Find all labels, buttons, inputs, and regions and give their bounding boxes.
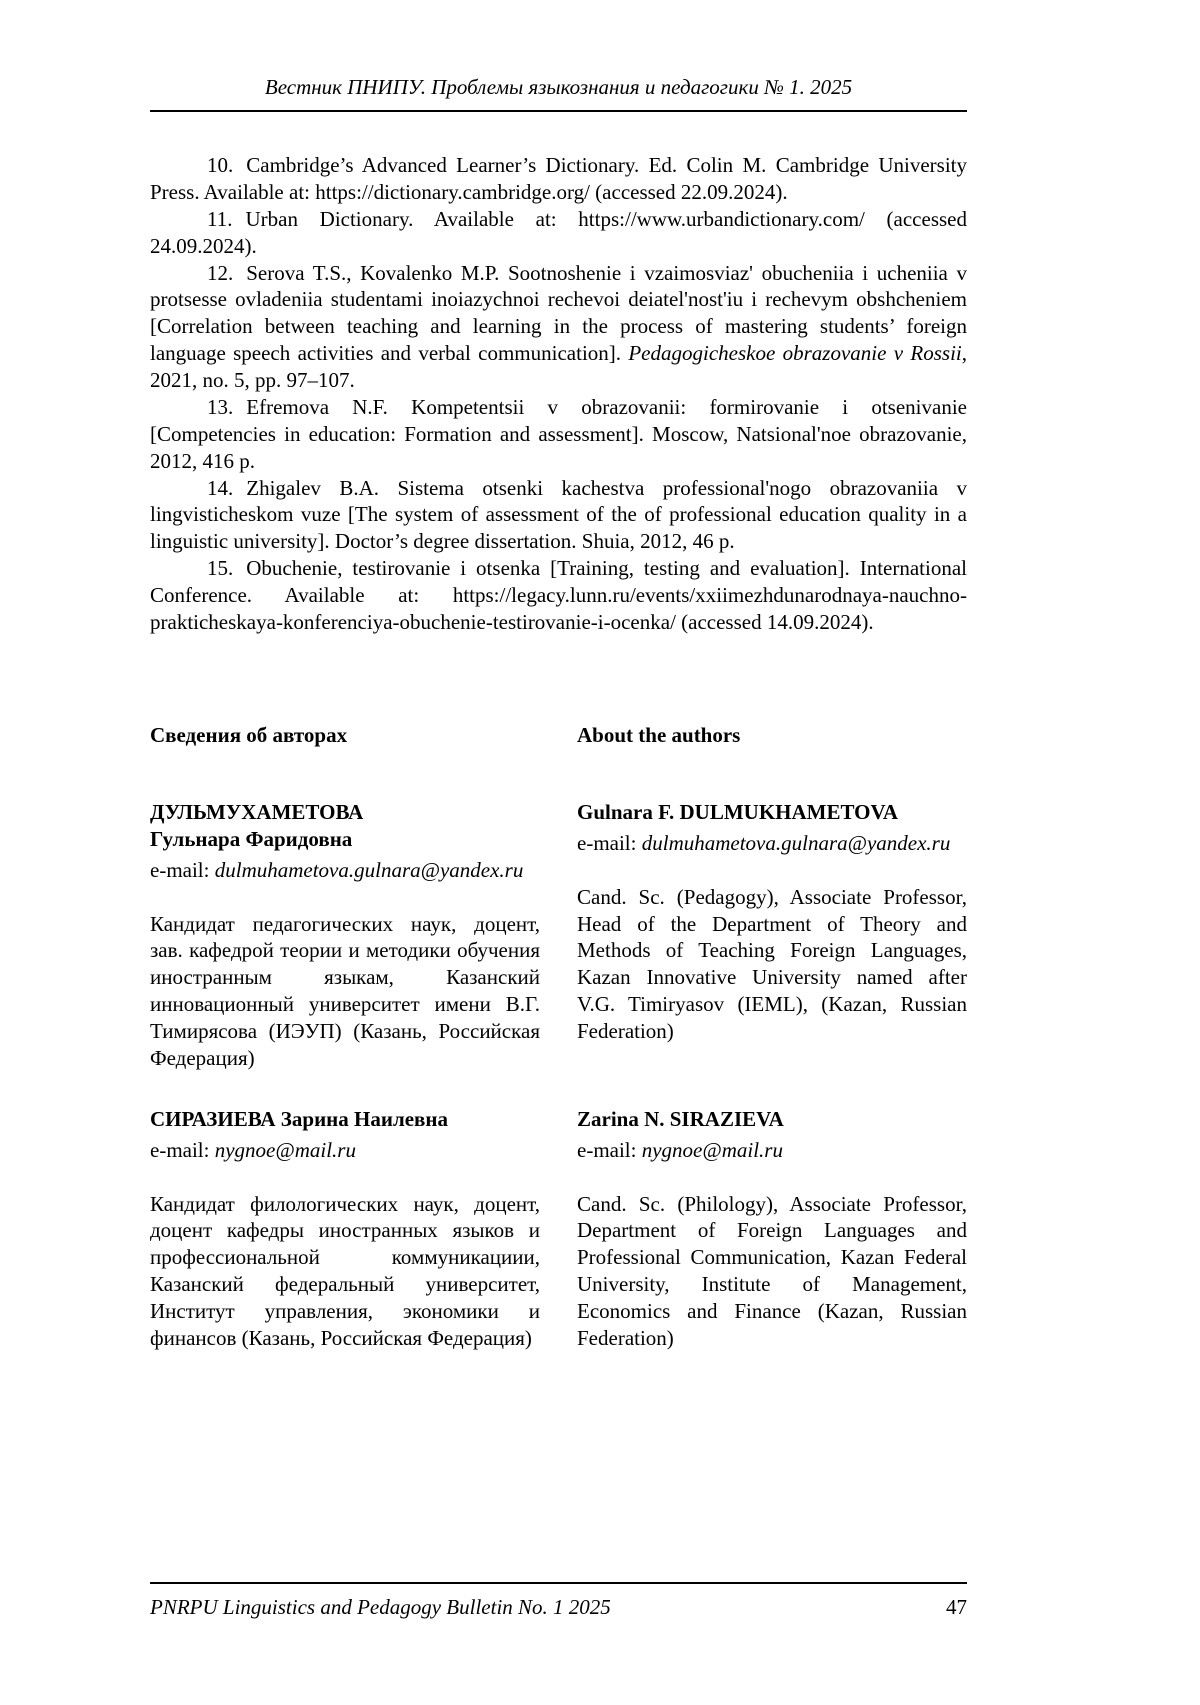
author-cell-ru (150, 799, 540, 1072)
authors-section (150, 722, 967, 1352)
email-address: nygnoe@mail.ru (641, 1137, 783, 1162)
running-head: Вестник ПНИПУ. Проблемы языкознания и педагогики № 1. 2025 (264, 75, 853, 99)
reference-number: 12. (207, 260, 234, 285)
author-bio: Кандидат педагогических наук, доцент, зав. кафедрой теории и методики обучения иностранным языкам, Казанский инновационный университет имени В.Г. Тимирясова (ИЭУП) (Казань, Российская Федерация) (150, 911, 540, 1070)
email-address: dulmuhametova.gulnara@yandex.ru (641, 830, 951, 855)
reference-text-run: , 2021, no. 5, pp. 97–107. (150, 341, 967, 392)
author-name: Gulnara F. DULMUKHAMETOVA (577, 799, 899, 824)
authors-heading-ru: Сведения об авторах (150, 723, 348, 747)
author-name: СИРАЗИЕВА Зарина Наилевна (150, 1106, 448, 1131)
reference-number: 10. (207, 153, 234, 177)
references-list (150, 152, 967, 636)
reference-item (150, 555, 967, 636)
page-footer (150, 1594, 967, 1621)
reference-number: 15. (207, 556, 234, 581)
email-label: e-mail: (577, 1137, 642, 1162)
reference-item (150, 260, 967, 394)
reference-number: 14. (207, 475, 234, 500)
author-email-line (577, 830, 967, 857)
reference-text-run: Zhigalev B.A. Sistema otsenki kachestva professional'nogo obrazovaniia v lingvisticheskom vuze [The system of assessment of the of professional education quality in a linguistic university]. Doctor’s degree dissertation. Shuia, 2012, 46 p. (150, 475, 967, 554)
reference-text-run: Efremova N.F. Kompetentsii v obrazovanii: formirovanie i otsenivanie [Competencies in education: Formation and assessment]. Moscow, Natsional'noe obrazovanie, 2012, 416 p. (150, 394, 967, 473)
reference-text-run: Obuchenie, testirovanie i otsenka [Training, testing and evaluation]. International Conference. Available at: https://legacy.lunn.ru/events/xxiimezhdunarodnaya-nauchno-prakticheskaya-konferenciya-obuchenie-testirovanie-i-ocenka/ (accessed 14.09.2024). (150, 556, 967, 634)
author-email-line (150, 1137, 540, 1164)
author-row (150, 799, 967, 1072)
reference-text-run: Cambridge’s Advanced Learner’s Dictionary. Ed. Colin M. Cambridge University Press. Available at: https://dictionary.cambridge.org/ (accessed 22.09.2024). (150, 153, 967, 204)
reference-item (150, 475, 967, 556)
reference-number: 13. (207, 394, 234, 419)
reference-item (150, 152, 967, 206)
author-email-line (150, 857, 540, 884)
authors-rows (150, 799, 967, 1352)
footer-journal-title: PNRPU Linguistics and Pedagogy Bulletin No. 1 2025 (150, 1595, 611, 1619)
reference-text-run: Serova T.S., Kovalenko M.P. Sootnoshenie i vzaimosviaz' obucheniia i ucheniia v protsesse ovladeniia studentami inoiazychnoi rechevoi deiatel'nost'iu i rechevym obshcheniem [Correlation between teaching and learning in the process of mastering students’ foreign language speech activities and verbal communication]. (150, 260, 967, 366)
footer-rule (150, 1582, 967, 1584)
email-address: dulmuhametova.gulnara@yandex.ru (214, 857, 524, 882)
email-address: nygnoe@mail.ru (214, 1137, 356, 1162)
author-bio: Кандидат филологических наук, доцент, доцент кафедры иностранных языков и профессиональной коммуникациии, Казанский федеральный университет, Институт управления, экономики и финансов (Казань, Российская Федерация) (150, 1191, 540, 1350)
author-bio: Cand. Sc. (Pedagogy), Associate Professor, Head of the Department of Theory and Methods of Teaching Foreign Languages, Kazan Innovative University named after V.G. Timiryasov (IEML), (Kazan, Russian Federation) (577, 884, 967, 1043)
author-cell-en (577, 1106, 967, 1352)
header-rule (150, 110, 967, 112)
author-email-line (577, 1137, 967, 1164)
email-label: e-mail: (150, 857, 215, 882)
reference-text-run: Pedagogicheskoe obrazovanie v Rossii (628, 341, 962, 366)
reference-text-run: Urban Dictionary. Available at: https://www.urbandictionary.com/ (accessed 24.09.2024). (150, 206, 967, 258)
authors-heading-row (150, 722, 967, 749)
author-bio: Cand. Sc. (Philology), Associate Professor, Department of Foreign Languages and Professional Communication, Kazan Federal University, Institute of Management, Economics and Finance (Kazan, Russian Federation) (577, 1191, 967, 1350)
email-label: e-mail: (577, 830, 642, 855)
author-name: ДУЛЬМУХАМЕТОВА Гульнара Фаридовна (150, 799, 364, 851)
reference-item (150, 394, 967, 475)
email-label: e-mail: (150, 1137, 215, 1162)
author-row (150, 1106, 967, 1352)
page-number: 47 (946, 1595, 967, 1619)
authors-heading-en: About the authors (577, 723, 741, 747)
author-cell-ru (150, 1106, 540, 1352)
reference-number: 11. (207, 206, 233, 231)
author-name: Zarina N. SIRAZIEVA (577, 1106, 784, 1131)
author-cell-en (577, 799, 967, 1072)
reference-item (150, 206, 967, 260)
